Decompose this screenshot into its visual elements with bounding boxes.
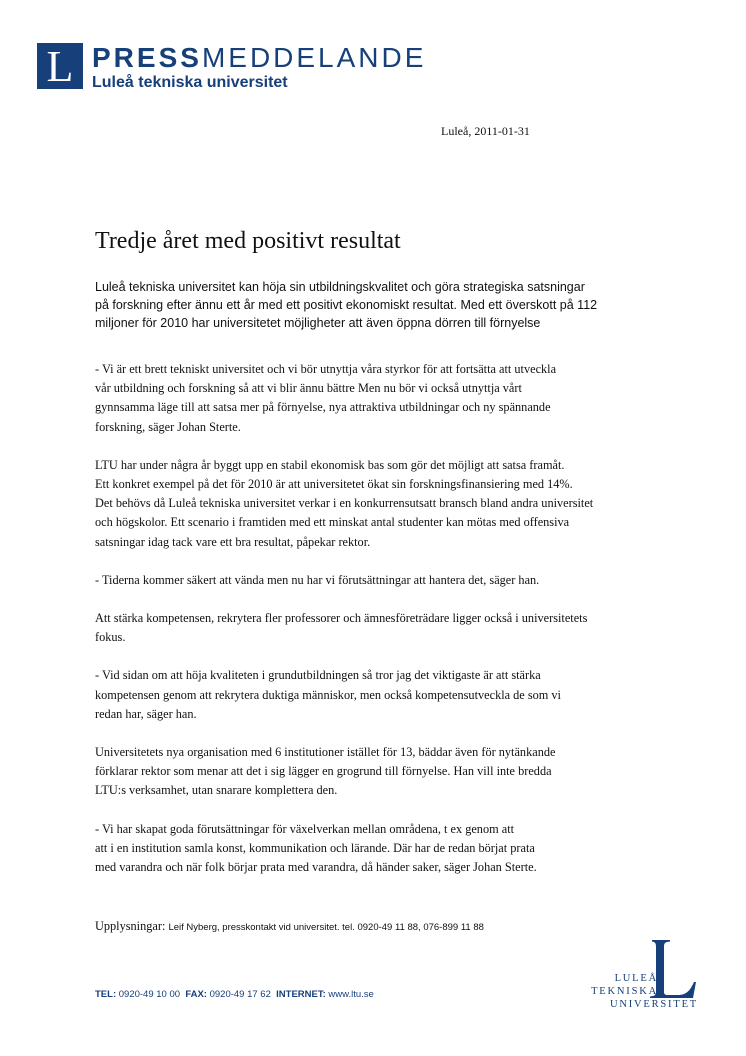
body-line: och högskolor. Ett scenario i framtiden med ett minskat antal studenter kan mötas med offensiva <box>95 515 570 530</box>
logo-text-universitet: UNIVERSITET <box>609 999 698 1010</box>
body-paragraph <box>95 820 655 878</box>
body-line: - Vi har skapat goda förutsättningar för växelverkan mellan områdena, t ex genom att <box>95 821 515 836</box>
body-line: - Vid sidan om att höja kvaliteten i grundutbildningen så tror jag det viktigaste är att stärka <box>95 668 541 683</box>
article-title: Tredje året med positivt resultat <box>95 228 401 254</box>
footer-website-link[interactable]: www.ltu.se <box>328 989 374 1000</box>
article-body <box>95 360 655 896</box>
logo-text-tekniska: TEKNISKA <box>591 986 658 997</box>
heading-press: PRESS <box>92 42 202 73</box>
university-name: Luleå tekniska universitet <box>92 74 288 91</box>
body-paragraph <box>95 743 655 801</box>
body-line: fokus. <box>95 630 126 645</box>
body-paragraph <box>95 571 655 590</box>
university-logo <box>560 936 710 1016</box>
body-line: - Tiderna kommer säkert att vända men nu har vi förutsättningar att hantera det, säger han. <box>95 572 540 587</box>
body-line: forskning, säger Johan Sterte. <box>95 419 241 434</box>
body-line: vår utbildning och forskning så att vi blir ännu bättre Men nu bör vi också utnyttja vårt <box>95 381 522 396</box>
lead-paragraph <box>95 278 655 332</box>
body-line: förklarar rektor som menar att det i sig lägger en grogrund till förnyelse. Han vill inte bredda <box>95 764 552 779</box>
body-line: Ett konkret exempel på det för 2010 är att universitetet ökat sin forskningsfinansiering med 14%. <box>95 477 573 492</box>
heading-meddelande: MEDDELANDE <box>201 42 427 73</box>
footer-tel-label: TEL: <box>95 989 117 1000</box>
logo-text-lulea: LULEÅ <box>614 973 658 984</box>
body-line: Det behövs då Luleå tekniska universitet verkar i en konkurrensutsatt bransch bland andra universitet <box>95 496 594 511</box>
body-paragraph <box>95 666 655 724</box>
contact-label: Upplysningar: <box>95 919 166 933</box>
footer-fax-label: FAX: <box>185 989 207 1000</box>
body-line: satsningar idag tack vare ett bra resultat, påpekar rektor. <box>95 534 371 549</box>
release-date: Luleå, 2011-01-31 <box>441 124 530 138</box>
body-line: kompetensen genom att rekrytera duktiga människor, men också kompetensutveckla de som vi <box>95 687 561 702</box>
body-paragraph <box>95 609 655 647</box>
body-paragraph <box>95 360 655 437</box>
body-line: Universitetets nya organisation med 6 institutioner istället för 13, bäddar även för nytänkande <box>95 745 556 760</box>
footer-internet-label: INTERNET: <box>276 989 326 1000</box>
logo-letter: L <box>46 42 74 91</box>
body-line: LTU:s verksamhet, utan snarare komplettera den. <box>95 783 338 798</box>
lead-line: Luleå tekniska universitet kan höja sin utbildningskvalitet och göra strategiska satsningar <box>95 280 585 294</box>
contact-details: Leif Nyberg, presskontakt vid universitet. tel. 0920-49 11 88, 076-899 11 88 <box>168 922 484 933</box>
contact-info <box>95 919 484 934</box>
body-paragraph <box>95 456 655 552</box>
lead-line: miljoner för 2010 har universitetet möjligheter att även öppna dörren till förnyelse <box>95 316 541 330</box>
lead-line: på forskning efter ännu ett år med ett positivt ekonomiskt resultat. Med ett överskott på 112 <box>95 298 598 312</box>
ltu-logo-box <box>37 43 83 89</box>
footer-contact-bar <box>95 989 374 1000</box>
body-line: Att stärka kompetensen, rekrytera fler professorer och ämnesföreträdare ligger också i universitetets <box>95 611 588 626</box>
footer-fax: 0920-49 17 62 <box>209 989 271 1000</box>
body-line: med varandra och när folk börjar prata med varandra, då händer saker, säger Johan Sterte. <box>95 860 537 875</box>
press-release-heading <box>92 42 426 74</box>
body-line: - Vi är ett brett tekniskt universitet och vi bör utnyttja våra styrkor för att fortsätta att utveckla <box>95 362 557 376</box>
footer-tel: 0920-49 10 00 <box>118 989 181 1000</box>
body-line: redan har, säger han. <box>95 706 197 721</box>
body-line: att i en institution samla konst, kommunikation och lärande. Där har de redan börjat prata <box>95 840 535 855</box>
body-line: gynnsamma läge till att satsa mer på förnyelse, nya attraktiva utbildningar och ny spännande <box>95 400 551 415</box>
body-line: LTU har under några år byggt upp en stabil ekonomisk bas som gör det möjligt att satsa framåt. <box>95 457 565 472</box>
